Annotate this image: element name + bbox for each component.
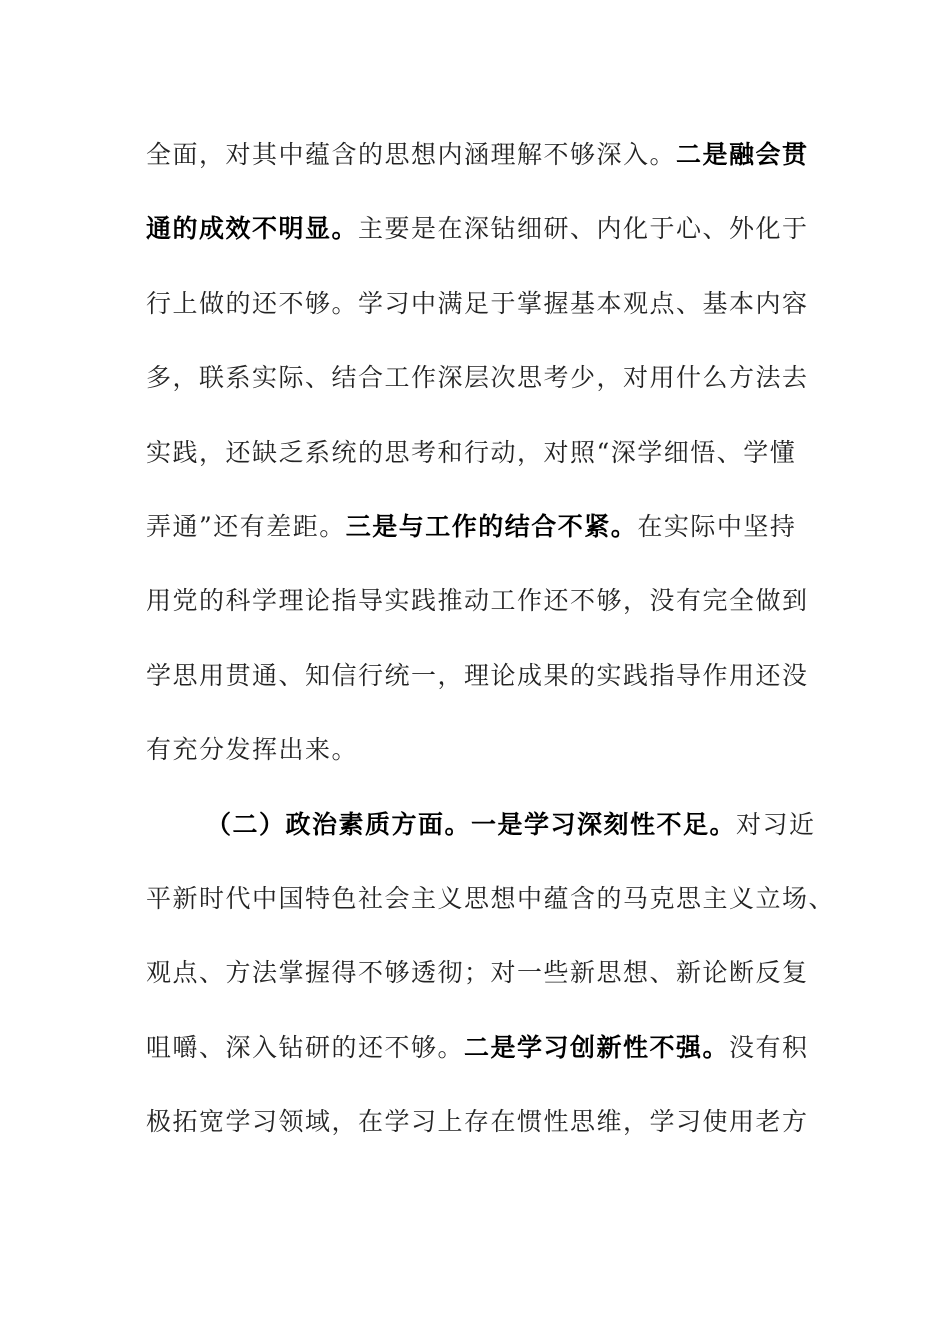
text-line [146, 788, 816, 862]
text-line [146, 564, 809, 638]
body-text-run: 对习近 [736, 809, 816, 839]
bold-heading-text: （二）政治素质方面。 [206, 809, 472, 839]
body-text-run: 极拓宽学习领域，在学习上存在惯性思维，学习使用老方 [146, 1107, 809, 1137]
body-text-run: 在实际中坚持 [637, 511, 797, 541]
text-line [146, 416, 806, 490]
text-line [146, 341, 809, 415]
text-line [146, 639, 809, 713]
bold-heading-text: 通的成效不明显。 [146, 214, 359, 244]
body-text-run: 学思用贯通、知信行统一，理论成果的实践指导作用还没 [146, 660, 809, 690]
body-text-run: 实践，还缺乏系统的思考和行动，对照“深学细悟、学懂 [146, 437, 797, 467]
text-line [146, 1085, 809, 1159]
body-text-run: 平新时代中国特色社会主义思想中蕴含的马克思主义立场、 [146, 883, 836, 913]
body-text-run: 弄通”还有差距。 [146, 511, 346, 541]
bold-heading-text: 三是与工作的结合不紧。 [345, 511, 638, 541]
body-text-run: 主要是在深钻细研、内化于心、外化于 [358, 214, 809, 244]
text-line [146, 267, 809, 341]
body-text-run: 没有积 [729, 1032, 809, 1062]
text-line [146, 936, 809, 1010]
body-text-run: 观点、方法掌握得不够透彻；对一些新思想、新论断反复 [146, 958, 809, 988]
body-text [146, 118, 836, 1159]
body-text-run: 行上做的还不够。学习中满足于掌握基本观点、基本内容 [146, 288, 809, 318]
text-line [146, 862, 836, 936]
body-text-run: 有充分发挥出来。 [146, 735, 359, 765]
text-line [146, 490, 806, 564]
body-text-run: 用党的科学理论指导实践推动工作还不够，没有完全做到 [146, 586, 809, 616]
text-line [146, 713, 806, 787]
body-text-run: 全面，对其中蕴含的思想内涵理解不够深入。 [146, 140, 677, 169]
body-text-run: 咀嚼、深入钻研的还不够。 [146, 1032, 465, 1062]
bold-heading-text: 一是学习深刻性不足。 [471, 809, 737, 839]
text-line [146, 118, 809, 192]
bold-heading-text: 二是融会贯 [676, 140, 809, 169]
bold-heading-text: 二是学习创新性不强。 [464, 1032, 730, 1062]
body-text-run: 多，联系实际、结合工作深层次思考少，对用什么方法去 [146, 363, 809, 393]
text-line [146, 1011, 809, 1085]
text-line [146, 192, 809, 266]
